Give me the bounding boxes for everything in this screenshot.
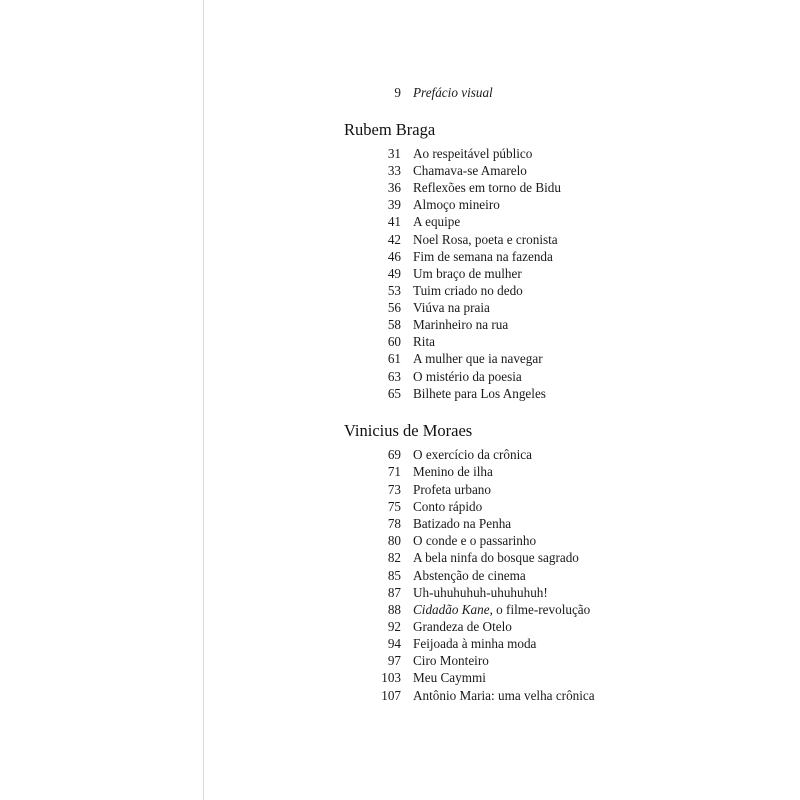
entry-title: Bilhete para Los Angeles (413, 386, 546, 401)
entry-title: O mistério da poesia (413, 369, 522, 384)
page-number: 82 (387, 550, 401, 565)
page-number: 41 (387, 214, 401, 229)
page-number: 75 (387, 499, 401, 514)
entry-title: Ciro Monteiro (413, 653, 489, 668)
entry-title: Batizado na Penha (413, 516, 512, 531)
entry-title: Um braço de mulher (413, 266, 522, 281)
entry-title (413, 601, 590, 618)
entry-title: Uh-uhuhuhuh-uhuhuhuh! (413, 585, 548, 600)
entry-title-rest: , o filme-revolução (489, 602, 591, 617)
entry-title: Ao respeitável público (413, 146, 533, 161)
page-number: 36 (387, 180, 401, 195)
page-number: 92 (387, 619, 401, 634)
entry-title: O exercício da crônica (413, 447, 532, 462)
entry-title: Tuim criado no dedo (413, 283, 523, 298)
entry-title: Noel Rosa, poeta e cronista (413, 232, 558, 247)
entry-title: O conde e o passarinho (413, 533, 537, 548)
page-number: 85 (387, 568, 401, 583)
page-number: 49 (387, 266, 401, 281)
entry-title: Profeta urbano (413, 482, 491, 497)
page-number: 103 (381, 670, 401, 685)
page-number: 46 (387, 249, 401, 264)
entry-title: Marinheiro na rua (413, 317, 509, 332)
entry-title: Almoço mineiro (413, 197, 500, 212)
entry-title: Feijoada à minha moda (413, 636, 537, 651)
page-number: 9 (394, 85, 401, 100)
page-number: 73 (387, 482, 401, 497)
page-number: 87 (387, 585, 401, 600)
entry-title: Rita (413, 334, 435, 349)
page-number: 42 (387, 232, 401, 247)
page-number: 61 (387, 351, 401, 366)
page-number: 58 (387, 317, 401, 332)
page-number: 33 (387, 163, 401, 178)
page-number: 31 (387, 146, 401, 161)
entry-title: Viúva na praia (413, 300, 490, 315)
entry-title-italic: Cidadão Kane (413, 602, 490, 617)
page-number: 39 (387, 197, 401, 212)
page-number: 53 (387, 283, 401, 298)
entry-title: Abstenção de cinema (413, 568, 526, 583)
page-number: 56 (387, 300, 401, 315)
page-number: 63 (387, 369, 401, 384)
section-heading: Vinicius de Moraes (344, 421, 473, 440)
entry-title: Fim de semana na fazenda (413, 249, 553, 264)
entry-title: A equipe (413, 214, 461, 229)
page-number: 60 (387, 334, 401, 349)
entry-title: A bela ninfa do bosque sagrado (413, 550, 579, 565)
entry-title: Meu Caymmi (413, 670, 486, 685)
page-number: 107 (381, 688, 401, 703)
page-number: 94 (387, 636, 401, 651)
page-number: 88 (387, 602, 401, 617)
entry-title: Prefácio visual (413, 85, 493, 100)
page-number: 69 (387, 447, 401, 462)
entry-title: Menino de ilha (413, 464, 493, 479)
entry-title: Antônio Maria: uma velha crônica (413, 688, 595, 703)
section-heading: Rubem Braga (344, 120, 436, 139)
entry-title: Grandeza de Otelo (413, 619, 512, 634)
page-number: 78 (387, 516, 401, 531)
page-number: 97 (387, 653, 401, 668)
page-number: 80 (387, 533, 401, 548)
entry-title: Reflexões em torno de Bidu (413, 180, 561, 195)
page-number: 65 (387, 386, 401, 401)
entry-title: Conto rápido (413, 499, 483, 514)
entry-title: A mulher que ia navegar (413, 351, 543, 366)
page-number: 71 (387, 464, 401, 479)
entry-title: Chamava-se Amarelo (413, 163, 527, 178)
